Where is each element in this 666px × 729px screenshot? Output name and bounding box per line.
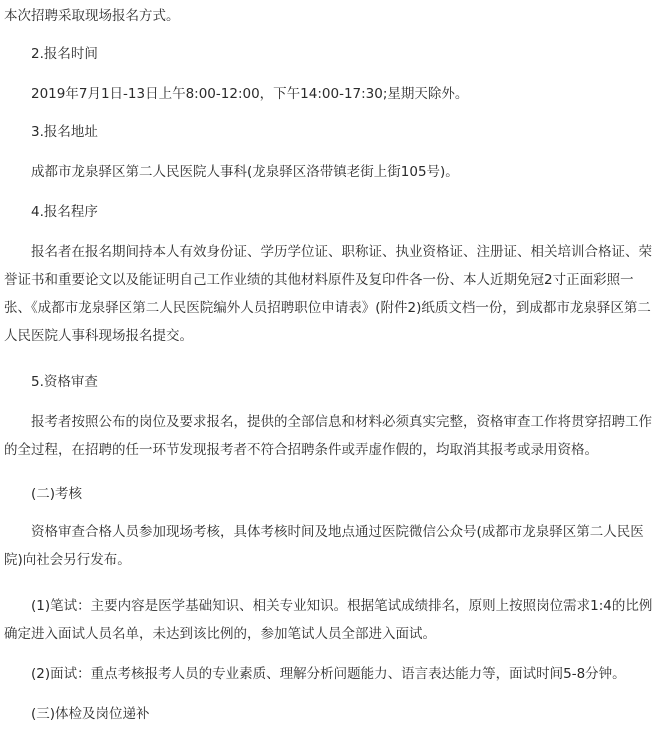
- section-heading-qualification-review: 5.资格审查: [31, 374, 98, 390]
- interview-text: (2)面试：重点考核报考人员的专业素质、理解分析问题能力、语言表达能力等，面试时间5-8分钟。: [31, 666, 626, 682]
- qualification-review-text: 报考者按照公布的岗位及要求报名，提供的全部信息和材料必须真实完整，资格审查工作将贯穿招聘工作的全过程，在招聘的任一环节发现报考者不符合招聘条件或弄虚作假的，均取消其报考或录用资格。: [4, 414, 652, 458]
- registration-procedure-text: 报名者在报名期间持本人有效身份证、学历学位证、职称证、执业资格证、注册证、相关培训合格证、荣誉证书和重要论文以及能证明自己工作业绩的其他材料原件及复印件各一份、本人近期免冠2寸正面彩照一张、《成都市龙泉驿区第二人民医院编外人员招聘职位申请表》(附件2)纸质文档一份，到成都市龙泉驿区第二人民医院人事科现场报名提交。: [4, 244, 652, 344]
- registration-time-text: 2019年7月1日-13日上午8:00-12:00，下午14:00-17:30;星期天除外。: [31, 86, 469, 102]
- section-heading-registration-time: 2.报名时间: [31, 46, 98, 62]
- section-heading-registration-address: 3.报名地址: [31, 124, 98, 140]
- section-heading-assessment: (二)考核: [31, 486, 83, 502]
- written-exam-text: (1)笔试：主要内容是医学基础知识、相关专业知识。根据笔试成绩排名，原则上按照岗位需求1:4的比例确定进入面试人员名单，未达到该比例的，参加笔试人员全部进入面试。: [4, 598, 653, 642]
- section-heading-registration-procedure: 4.报名程序: [31, 204, 98, 220]
- section-heading-physical-exam: (三)体检及岗位递补: [31, 706, 150, 722]
- assessment-text: 资格审查合格人员参加现场考核，具体考核时间及地点通过医院微信公众号(成都市龙泉驿区第二人民医院)向社会另行发布。: [4, 524, 644, 568]
- intro-paragraph: 本次招聘采取现场报名方式。: [4, 8, 180, 24]
- registration-address-text: 成都市龙泉驿区第二人民医院人事科(龙泉驿区洛带镇老街上街105号)。: [31, 164, 459, 180]
